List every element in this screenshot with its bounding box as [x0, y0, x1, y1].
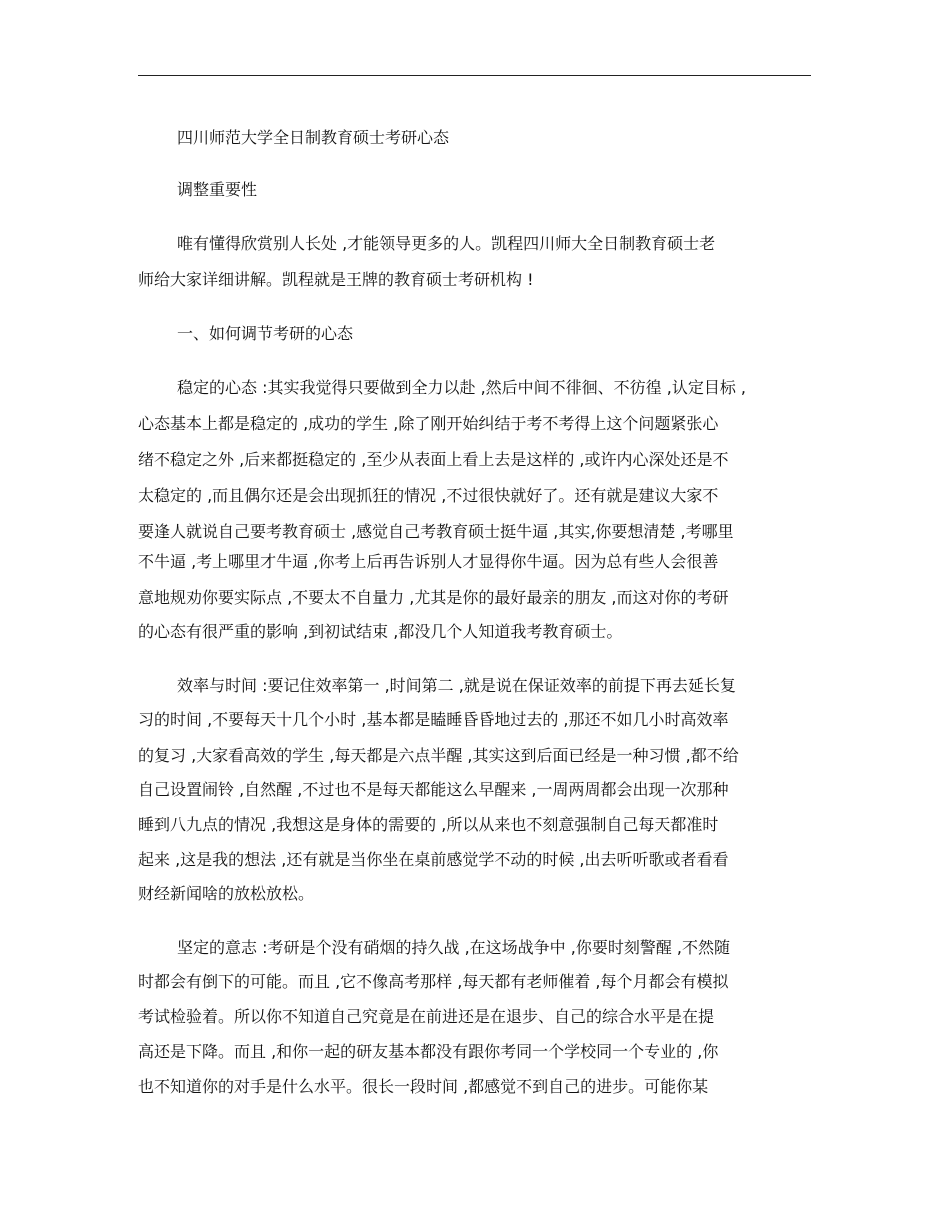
- intro-line: 师给大家详细讲解。凯程就是王牌的教育硕士考研机构 !: [138, 270, 534, 289]
- paragraph-line: 稳定的心态 :其实我觉得只要做到全力以赴 ,然后中间不徘徊、不彷徨 ,认定目标 ,: [177, 378, 746, 397]
- header-rule: [138, 75, 811, 76]
- paragraph-line: 高还是下降。而且 ,和你一起的研友基本都没有跟你考同一个学校同一个专业的 ,你: [138, 1042, 719, 1061]
- paragraph-line: 时都会有倒下的可能。而且 ,它不像高考那样 ,每天都有老师催着 ,每个月都会有模拟: [138, 972, 729, 991]
- section-heading: 一、如何调节考研的心态: [177, 324, 354, 343]
- paragraph-line: 太稳定的 ,而且偶尔还是会出现抓狂的情况 ,不过很快就好了。还有就是建议大家不: [138, 486, 719, 505]
- paragraph-line: 意地规劝你要实际点 ,不要太不自量力 ,尤其是你的最好最亲的朋友 ,而这对你的考研: [138, 588, 729, 607]
- paragraph-line: 效率与时间 :要记住效率第一 ,时间第二 ,就是说在保证效率的前提下再去延长复: [177, 676, 736, 695]
- paragraph-line: 的复习 ,大家看高效的学生 ,每天都是六点半醒 ,其实这到后面已经是一种习惯 ,都不给: [138, 746, 739, 765]
- paragraph-line: 习的时间 ,不要每天十几个小时 ,基本都是瞌睡昏昏地过去的 ,那还不如几小时高效率: [138, 710, 729, 729]
- paragraph-line: 考试检验着。所以你不知道自己究竟是在前进还是在退步、自己的综合水平是在提: [138, 1007, 715, 1026]
- paragraph-line: 要逢人就说自己要考教育硕士 ,感觉自己考教育硕士挺牛逼 ,其实,你要想清楚 ,考哪里: [138, 522, 734, 541]
- paragraph-line: 坚定的意志 :考研是个没有硝烟的持久战 ,在这场战争中 ,你要时刻警醒 ,不然随: [177, 938, 730, 957]
- document-subtitle: 调整重要性: [177, 180, 258, 199]
- intro-line: 唯有懂得欣赏别人长处 ,才能领导更多的人。凯程四川师大全日制教育硕士老: [177, 234, 716, 253]
- paragraph-line: 也不知道你的对手是什么水平。很长一段时间 ,都感觉不到自己的进步。可能你某: [138, 1077, 709, 1096]
- paragraph-line: 绪不稳定之外 ,后来都挺稳定的 ,至少从表面上看上去是这样的 ,或许内心深处还是不: [138, 450, 729, 469]
- paragraph-line: 不牛逼 ,考上哪里才牛逼 ,你考上后再告诉别人才显得你牛逼。因为总有些人会很善: [138, 552, 719, 571]
- document-title: 四川师范大学全日制教育硕士考研心态: [177, 128, 450, 147]
- paragraph-line: 财经新闻啥的放松放松。: [138, 884, 315, 903]
- paragraph-line: 心态基本上都是稳定的 ,成功的学生 ,除了刚开始纠结于考不考得上这个问题紧张心: [138, 414, 719, 433]
- paragraph-line: 的心态有很严重的影响 ,到初试结束 ,都没几个人知道我考教育硕士。: [138, 622, 623, 641]
- paragraph-line: 起来 ,这是我的想法 ,还有就是当你坐在桌前感觉学不动的时候 ,出去听听歌或者看看: [138, 850, 729, 869]
- paragraph-line: 睡到八九点的情况 ,我想这是身体的需要的 ,所以从来也不刻意强制自己每天都准时: [138, 815, 719, 834]
- paragraph-line: 自己设置闹铃 ,自然醒 ,不过也不是每天都能这么早醒来 ,一周两周都会出现一次那种: [138, 780, 729, 799]
